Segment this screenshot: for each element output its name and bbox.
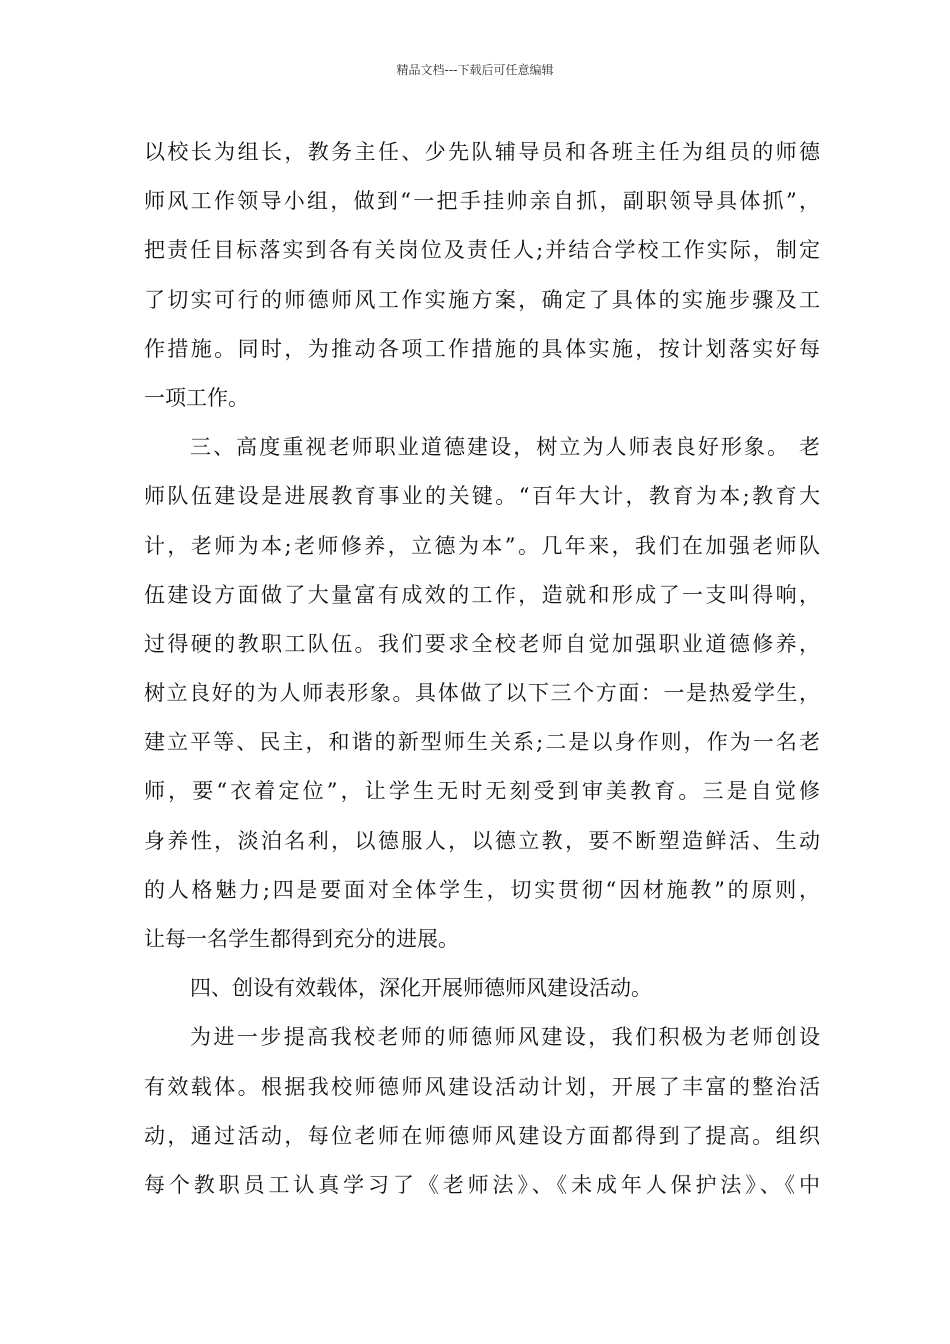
text-line: 以校长为组长，教务主任、少先队辅导员和各班主任为组员的师德 <box>144 140 820 164</box>
text-line: 树立良好的为人师表形象。具体做了以下三个方面：一是热爱学生， <box>144 681 820 706</box>
text-line: 让每一名学生都得到充分的进展。 <box>144 927 459 951</box>
page-header: 精品文档---下载后可任意编辑 <box>396 63 554 77</box>
text-line: 作措施。同时，为推动各项工作措施的具体实施，按计划落实好每 <box>144 336 820 361</box>
text-line: 伍建设方面做了大量富有成效的工作，造就和形成了一支叫得响， <box>144 582 820 607</box>
text-line: 了切实可行的师德师风工作实施方案，确定了具体的实施步骤及工 <box>144 287 820 312</box>
text-line: 的人格魅力;四是要面对全体学生，切实贯彻“因材施教”的原则， <box>144 877 820 902</box>
section-heading-line: 三、高度重视老师职业道德建设，树立为人师表良好形象。 老 <box>190 435 820 460</box>
text-line: 师队伍建设是进展教育事业的关键。“百年大计，教育为本;教育大 <box>144 484 820 509</box>
text-line: 把责任目标落实到各有关岗位及责任人;并结合学校工作实际，制定 <box>144 238 820 263</box>
text-line: 计，老师为本;老师修养，立德为本”。几年来，我们在加强老师队 <box>144 533 820 558</box>
text-line: 师风工作领导小组，做到“一把手挂帅亲自抓，副职领导具体抓”， <box>144 189 820 214</box>
document-body <box>144 128 820 1210</box>
text-line: 动，通过活动，每位老师在师德师风建设方面都得到了提高。组织 <box>144 1123 820 1148</box>
text-line: 师，要“衣着定位”，让学生无时无刻受到审美教育。三是自觉修 <box>144 779 820 804</box>
text-line: 一项工作。 <box>144 385 249 410</box>
text-line: 过得硬的教职工队伍。我们要求全校老师自觉加强职业道德修养， <box>144 631 820 656</box>
section-heading: 四、创设有效载体，深化开展师德师风建设活动。 <box>190 976 652 1001</box>
text-line: 为进一步提高我校老师的师德师风建设，我们积极为老师创设 <box>190 1025 820 1050</box>
text-line: 有效载体。根据我校师德师风建设活动计划，开展了丰富的整治活 <box>144 1074 820 1099</box>
text-line: 身养性，淡泊名利，以德服人，以德立教，要不断塑造鲜活、生动 <box>144 828 820 853</box>
text-line: 建立平等、民主，和谐的新型师生关系;二是以身作则，作为一名老 <box>144 730 820 755</box>
text-line: 每个教职员工认真学习了《老师法》、《未成年人保护法》、《中 <box>144 1172 820 1197</box>
